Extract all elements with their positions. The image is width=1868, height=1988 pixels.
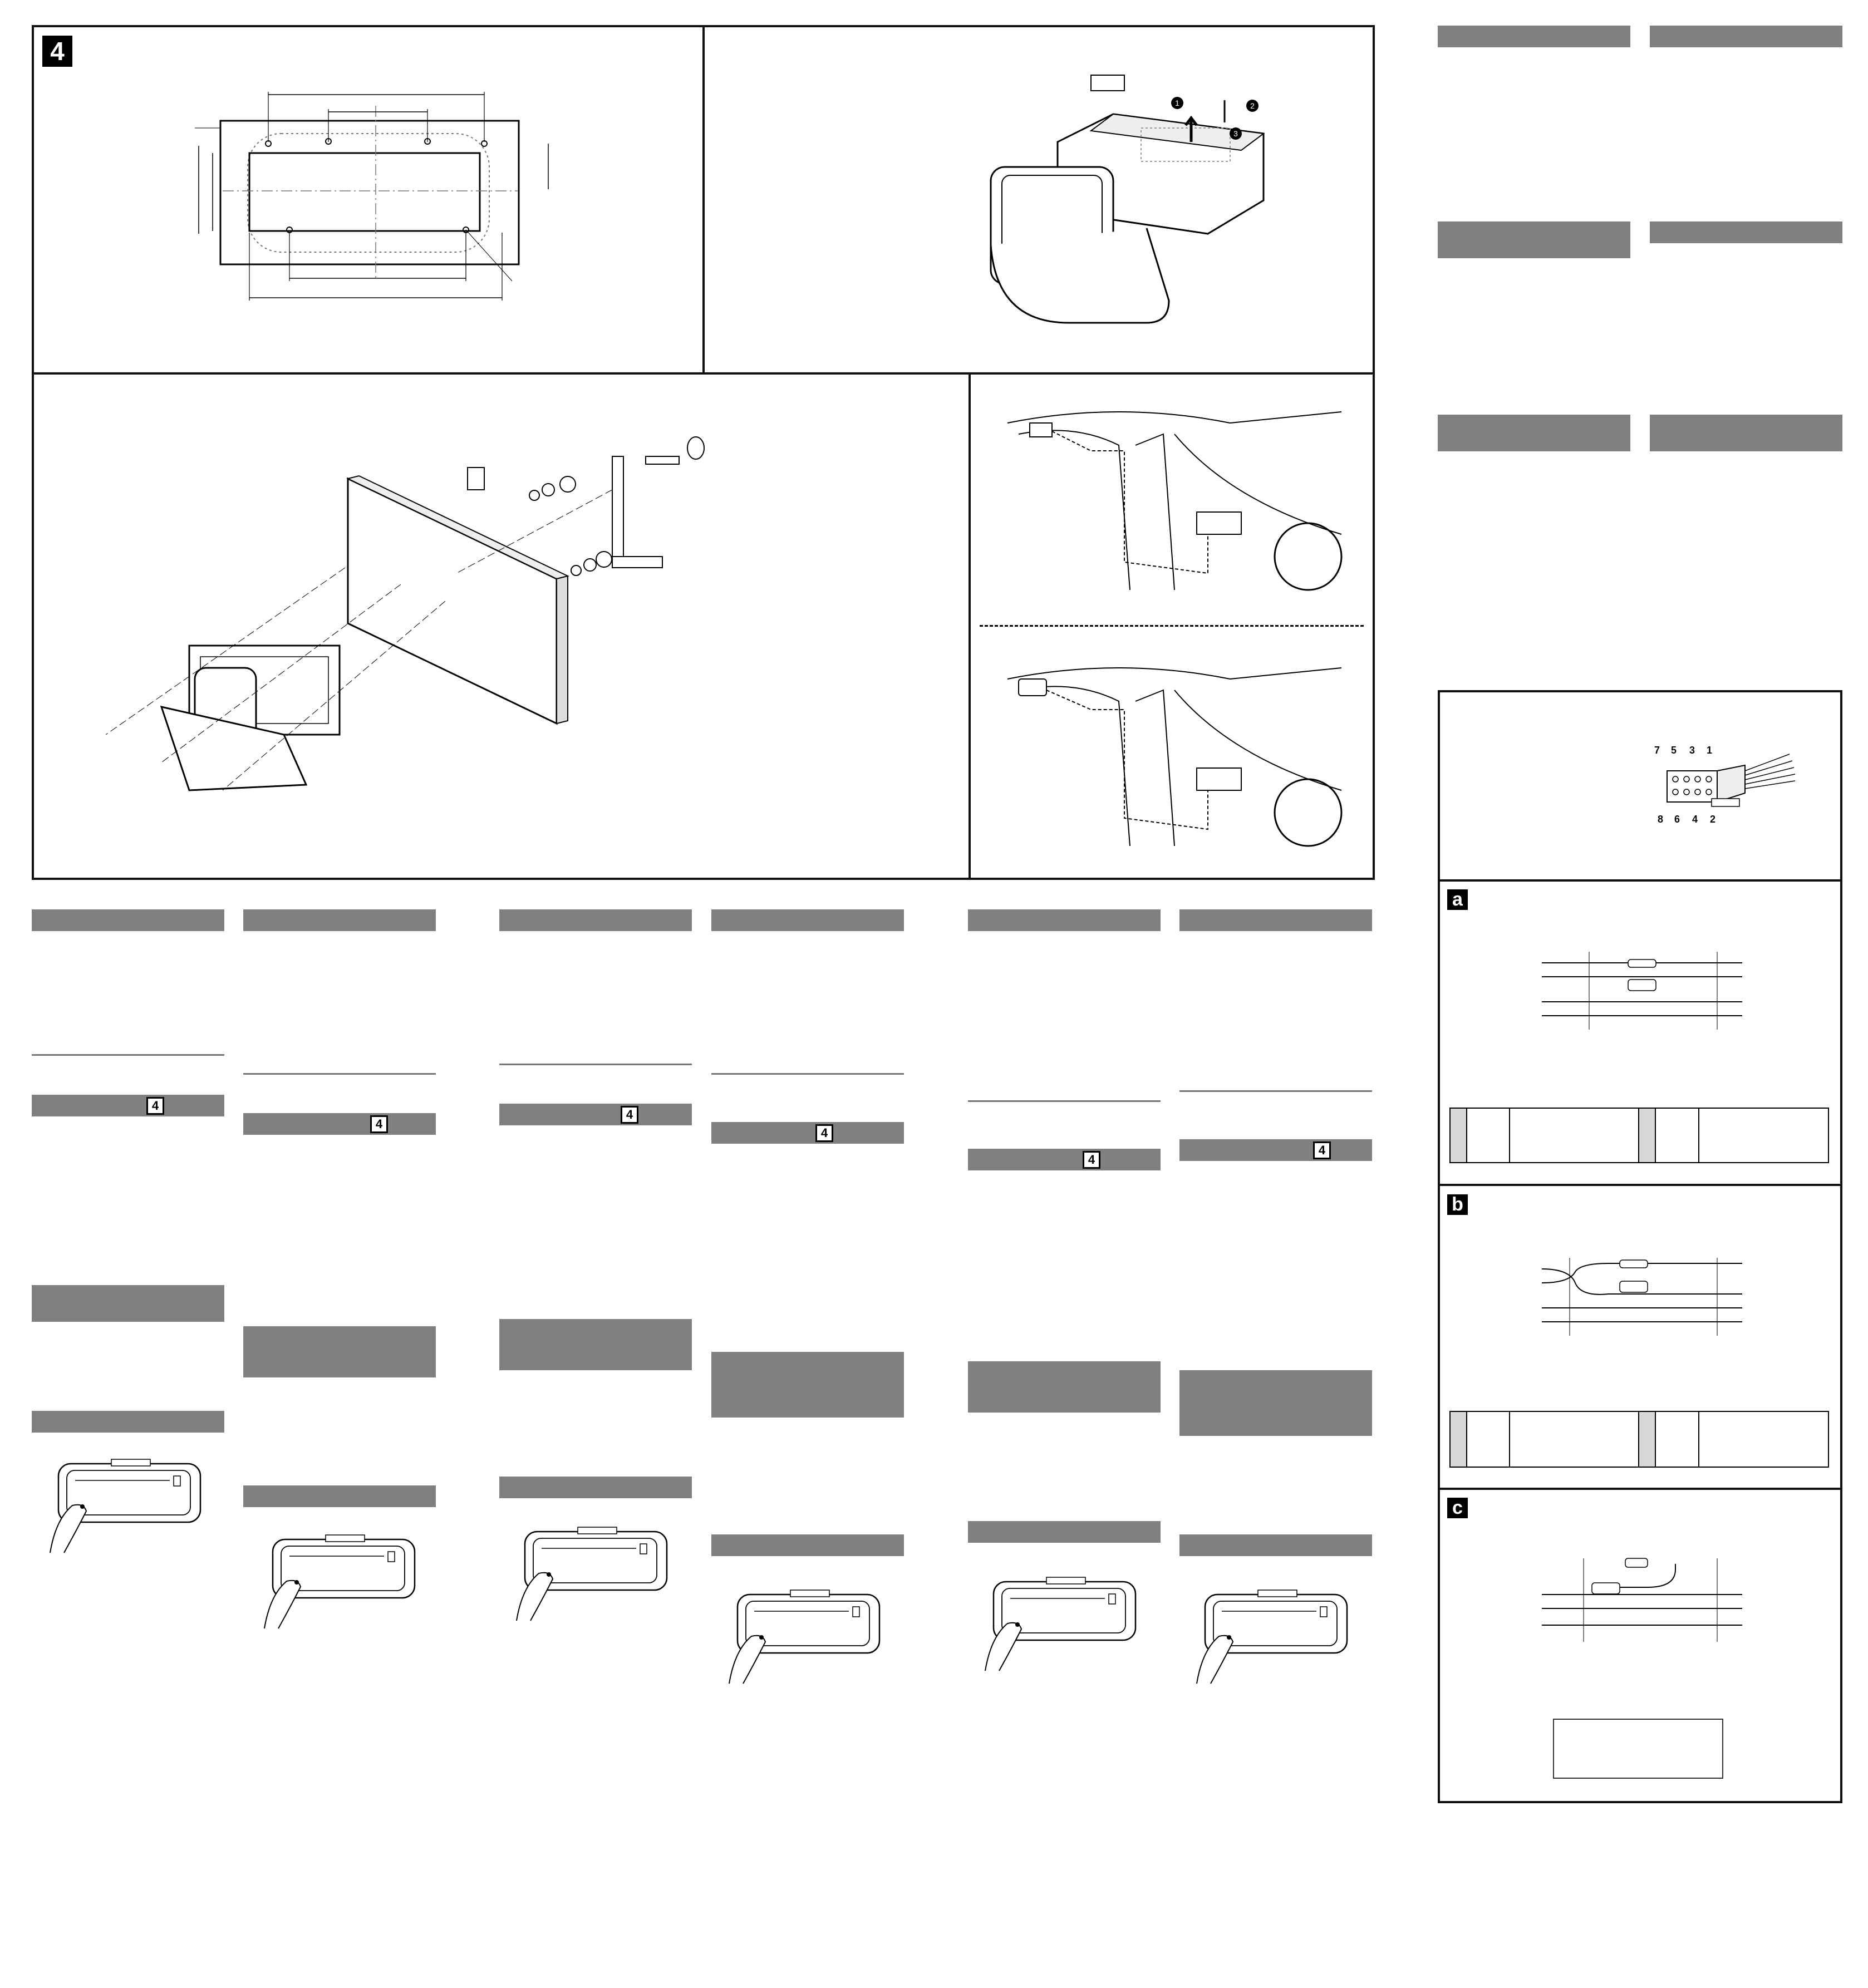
section-rule: [32, 1054, 224, 1056]
pin-label: 3: [1689, 745, 1695, 756]
pin-label: 5: [1671, 745, 1677, 756]
connector-pinout-diagram: [1661, 749, 1801, 815]
section-header-bar: [243, 1113, 436, 1135]
faceplate-illustration: [511, 1526, 678, 1621]
panel-label-a: a: [1447, 889, 1468, 910]
faceplate-illustration: [980, 1576, 1147, 1671]
car-interior-illustration-top: [1007, 401, 1341, 601]
wiring-diagram-c: [1536, 1547, 1748, 1647]
faceplate-illustration: [1191, 1589, 1358, 1684]
section-header-bar: [32, 909, 224, 931]
section-header-bar: [968, 1521, 1161, 1543]
section-rule: [243, 1073, 436, 1075]
faceplate-illustration: [259, 1534, 426, 1628]
faceplate-illustration: [45, 1458, 212, 1553]
section-header-bar: [711, 909, 904, 931]
section-rule: [711, 1073, 904, 1075]
pin-label: 7: [1654, 745, 1660, 756]
section-header-bar: [711, 1352, 904, 1418]
sidebar-header-bar: [1650, 26, 1842, 47]
pin-label: 4: [1692, 814, 1698, 825]
section-header-bar: [32, 1411, 224, 1433]
section-rule: [499, 1064, 692, 1065]
section-header-bar: [968, 1149, 1161, 1170]
section-header-bar: [499, 1477, 692, 1498]
panel-label-b: b: [1447, 1194, 1468, 1215]
section-badge: 4: [817, 1126, 832, 1140]
section-badge: 4: [1084, 1153, 1099, 1167]
note-box: [1553, 1719, 1723, 1779]
step-2-marker: 2: [1250, 101, 1255, 110]
step-1-marker: 1: [1175, 99, 1179, 107]
wiring-diagram-a: [1536, 946, 1748, 1035]
section-header-bar: [711, 1534, 904, 1556]
dimension-drawing: [189, 83, 545, 306]
section-header-bar: [711, 1122, 904, 1144]
dashed-divider: [980, 625, 1364, 627]
section-header-bar: [1179, 909, 1372, 931]
pin-label: 8: [1658, 814, 1664, 825]
section-header-bar: [1179, 1139, 1372, 1161]
section-badge: 4: [1315, 1143, 1329, 1158]
car-interior-illustration-bottom: [1007, 657, 1341, 857]
unit-removal-illustration: [985, 61, 1275, 351]
section-header-bar: [32, 1095, 224, 1116]
sidebar-header-bar: [1650, 415, 1842, 451]
connector-panel-divider: [1438, 879, 1842, 882]
section-badge: 4: [622, 1108, 637, 1122]
section-header-bar: [243, 909, 436, 931]
section-header-bar: [243, 1485, 436, 1507]
connector-panel-divider: [1438, 1184, 1842, 1186]
pin-label: 6: [1674, 814, 1680, 825]
section-header-bar: [499, 909, 692, 931]
section-header-bar: [499, 1104, 692, 1125]
step-3-marker: 3: [1233, 129, 1238, 138]
section-header-bar: [1179, 1370, 1372, 1436]
connector-table-a: [1449, 1108, 1829, 1163]
panel-label-c: c: [1447, 1498, 1468, 1518]
pin-label: 1: [1707, 745, 1713, 756]
section-rule: [968, 1100, 1161, 1102]
section-badge: 4: [148, 1099, 163, 1113]
sidebar-header-bar: [1438, 26, 1630, 47]
sidebar-header-bar: [1438, 415, 1630, 451]
connector-panel-divider: [1438, 1488, 1842, 1490]
section-header-bar: [32, 1285, 224, 1322]
pin-label: 2: [1710, 814, 1716, 825]
faceplate-illustration: [724, 1589, 891, 1684]
sidebar-header-bar: [1438, 222, 1630, 258]
exploded-mount-illustration: [56, 423, 724, 824]
section-header-bar: [1179, 1534, 1372, 1556]
section-badge: 4: [372, 1117, 386, 1131]
wiring-diagram-b: [1536, 1252, 1748, 1341]
section-header-bar: [499, 1319, 692, 1370]
section-header-bar: [968, 1361, 1161, 1413]
sidebar-header-bar: [1650, 222, 1842, 243]
section-header-bar: [243, 1326, 436, 1377]
section-header-bar: [968, 909, 1161, 931]
figure-badge: 4: [42, 36, 72, 67]
section-rule: [1179, 1090, 1372, 1092]
connector-table-b: [1449, 1411, 1829, 1468]
